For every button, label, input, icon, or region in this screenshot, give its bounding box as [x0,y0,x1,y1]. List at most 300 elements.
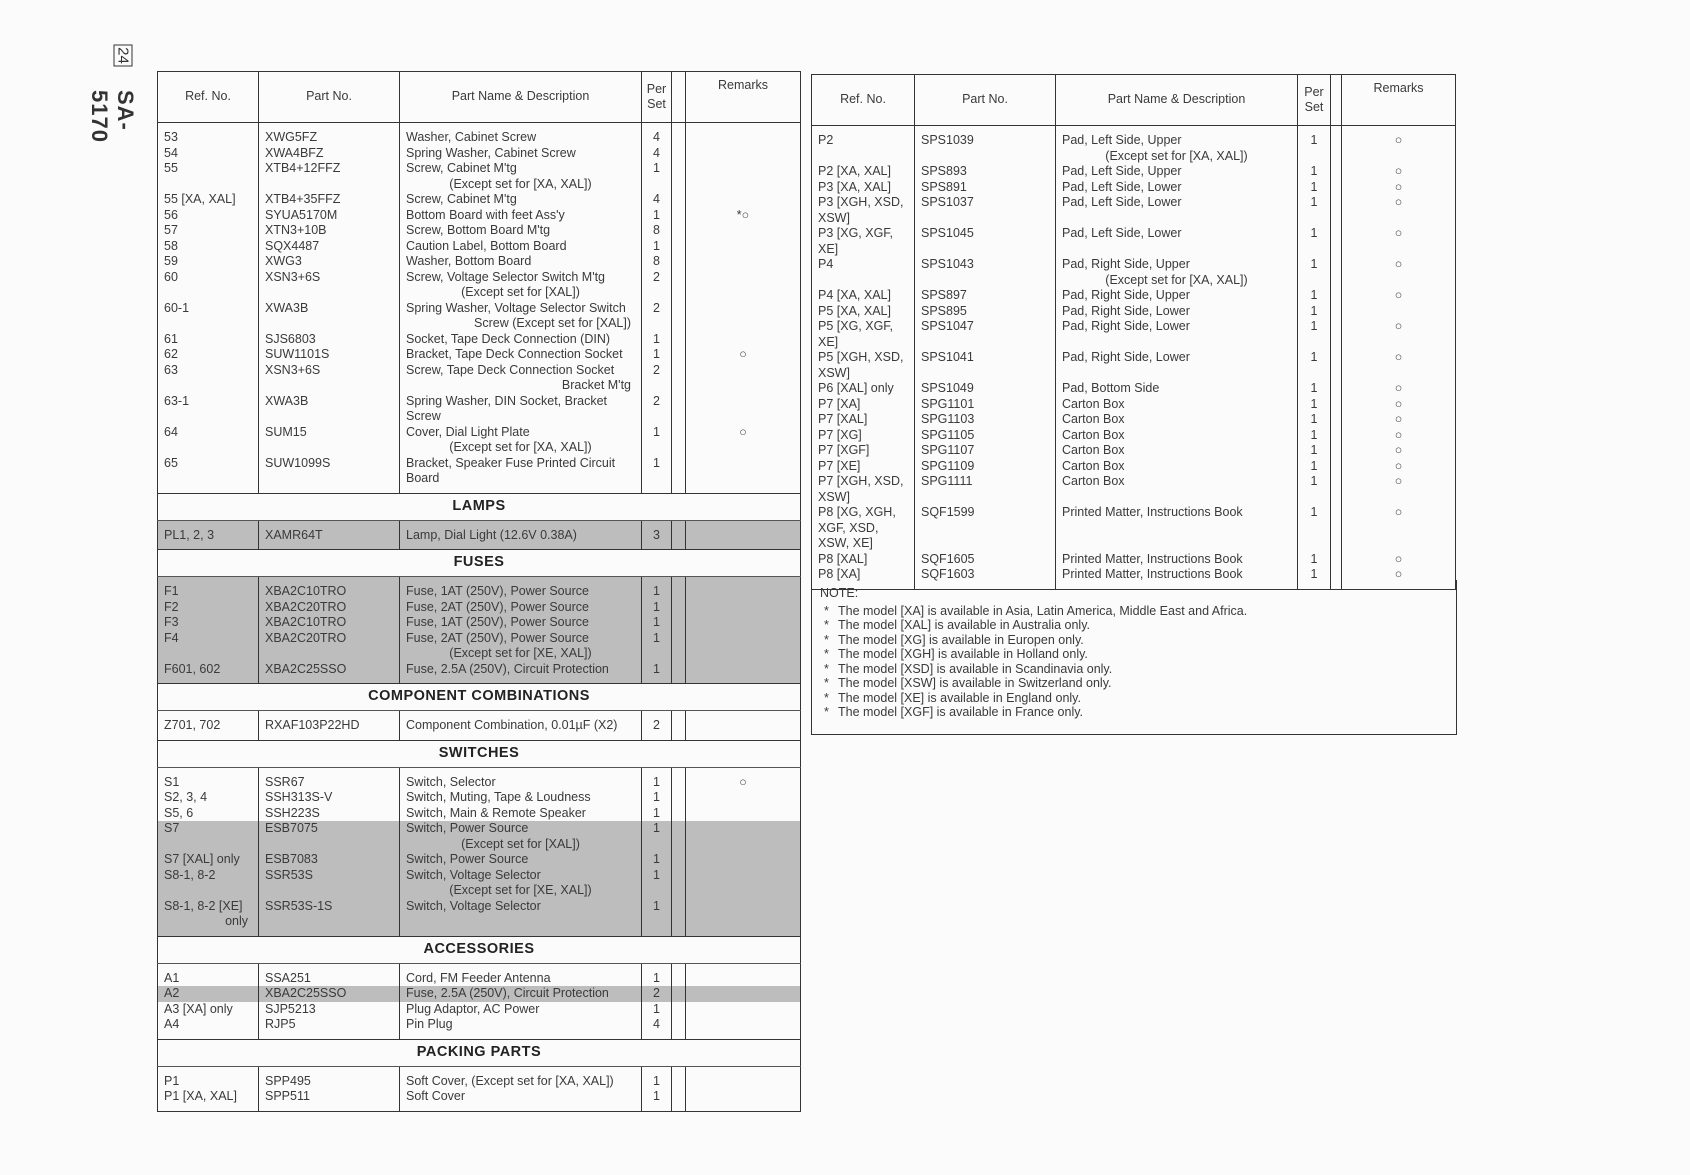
ref-cell: A3 [XA] only [158,1002,259,1018]
ref-cell: P7 [XGF] [812,443,915,459]
remarks-cell [686,600,801,616]
remarks-cell: *○ [736,207,750,222]
spacer-cell [672,332,686,348]
table-row [812,304,1456,320]
table-row [158,378,801,394]
ref-cell: PL1, 2, 3 [158,520,259,550]
spacer-cell [1331,126,1342,149]
spacer-cell [1331,536,1342,552]
desc-continuation: (Except set for [XAL]) [461,836,580,851]
ref-cell: Z701, 702 [158,711,259,741]
spacer-cell [672,123,686,146]
remarks-cell [686,662,801,684]
part-cell: XBA2C25SSO [259,986,400,1002]
table-row [158,223,801,239]
part-cell [259,316,400,332]
spacer-cell [1331,226,1342,242]
remarks-cell: ○ [1394,226,1403,240]
ref-cell: P7 [XAL] [812,412,915,428]
spacer-cell [672,316,686,332]
note-item: * The model [XA] is available in Asia, Latin America, Middle East and Africa. [820,604,1460,619]
part-cell: SPG1109 [915,459,1056,475]
desc-cell: Pad, Right Side, Upper [1056,288,1298,304]
part-cell: SPS897 [915,288,1056,304]
remarks-cell [686,270,801,286]
section-component-combinations [158,684,801,711]
spacer-cell [672,270,686,286]
desc-cell [400,378,642,394]
header-qty: Per Set [1298,75,1331,126]
desc-cell: Switch, Main & Remote Speaker [400,806,642,822]
remarks-cell [686,963,801,986]
part-cell: SSA251 [259,963,400,986]
desc-cell: Pad, Left Side, Upper [1056,164,1298,180]
desc-cell [1056,273,1298,289]
qty-cell: 1 [642,963,672,986]
desc-cell [1056,490,1298,506]
qty-cell [642,316,672,332]
remarks-cell [686,631,801,647]
spacer-cell [1331,180,1342,196]
table-row [158,662,801,684]
part-cell: SJP5213 [259,1002,400,1018]
desc-cell: Switch, Selector [400,767,642,790]
spacer-cell [1331,350,1342,366]
remarks-cell [1342,536,1456,552]
desc-cell [400,177,642,193]
section-title: COMPONENT COMBINATIONS [158,684,801,711]
qty-cell: 1 [1298,474,1331,490]
spacer-cell [672,208,686,224]
ref-cell: P8 [XAL] [812,552,915,568]
desc-cell: Soft Cover [400,1089,642,1111]
desc-cell: Pad, Right Side, Lower [1056,350,1298,366]
part-cell [915,366,1056,382]
spacer-cell [672,837,686,853]
remarks-cell [686,192,801,208]
desc-cell: Washer, Bottom Board [400,254,642,270]
table-row [812,242,1456,258]
ref-cell: XE] [812,335,915,351]
remarks-cell [686,615,801,631]
note-item: * The model [XGF] is available in France only. [820,705,1460,720]
spacer-cell [672,631,686,647]
qty-cell [1298,536,1331,552]
remarks-cell: ○ [739,347,747,361]
desc-cell: Fuse, 2.5A (250V), Circuit Protection [400,986,642,1002]
part-cell: SQF1603 [915,567,1056,589]
remarks-cell [686,363,801,379]
table-row [158,363,801,379]
table-row [812,381,1456,397]
table-row [812,164,1456,180]
remarks-cell: ○ [1394,396,1403,411]
part-cell: SPS1041 [915,350,1056,366]
ref-cell: S8-1, 8-2 [158,868,259,884]
spacer-cell [1331,211,1342,227]
part-cell: SPS1047 [915,319,1056,335]
qty-cell [642,440,672,456]
desc-cell: Switch, Power Source [400,852,642,868]
part-cell: SPG1111 [915,474,1056,490]
qty-cell: 2 [642,711,672,741]
qty-cell: 1 [642,208,672,224]
section-title: SWITCHES [158,740,801,767]
header-part: Part No. [915,75,1056,126]
qty-cell [1298,335,1331,351]
section-title: LAMPS [158,493,801,520]
desc-cell: Caution Label, Bottom Board [400,239,642,255]
remarks-cell [686,899,801,915]
remarks-cell: ○ [1394,133,1403,147]
desc-cell: Pad, Left Side, Upper [1056,126,1298,149]
ref-cell: XSW] [812,211,915,227]
desc-cell [400,316,642,332]
spacer-cell [672,963,686,986]
part-cell [259,285,400,301]
qty-cell: 1 [642,899,672,915]
section-fuses [158,550,801,577]
ref-cell: P1 [158,1066,259,1089]
table-row [158,646,801,662]
spacer-cell [672,223,686,239]
spacer-cell [672,806,686,822]
table-row [812,490,1456,506]
desc-cell [1056,335,1298,351]
part-cell [915,335,1056,351]
remarks-cell [686,883,801,899]
page-number: 24 [114,45,133,67]
qty-cell: 1 [1298,257,1331,273]
table-row [158,161,801,177]
qty-cell [1298,366,1331,382]
qty-cell [1298,149,1331,165]
spacer-cell [672,1017,686,1039]
qty-cell [1298,490,1331,506]
qty-cell: 4 [642,1017,672,1039]
remarks-cell: ○ [1394,288,1403,302]
table-row [158,806,801,822]
ref-cell: P2 [XA, XAL] [812,164,915,180]
ref-cell: F4 [158,631,259,647]
remarks-cell: ○ [1394,458,1403,473]
qty-cell [1298,273,1331,289]
ref-cell: 63 [158,363,259,379]
desc-cell: Switch, Muting, Tape & Loudness [400,790,642,806]
remarks-cell [686,711,801,741]
remarks-cell [1342,366,1456,382]
spacer-cell [1331,459,1342,475]
part-cell [915,521,1056,537]
qty-cell: 1 [642,425,672,441]
ref-cell [812,149,915,165]
spacer-cell [672,646,686,662]
qty-cell [642,378,672,394]
remarks-cell: ○ [1394,164,1403,178]
ref-cell: P7 [XGH, XSD, [812,474,915,490]
header-part: Part No. [259,72,400,123]
table-row [158,301,801,317]
spacer-cell [1331,381,1342,397]
spacer-cell [672,347,686,363]
table-row [158,600,801,616]
desc-cell [1056,149,1298,165]
desc-cell: Pad, Right Side, Upper [1056,257,1298,273]
spacer-cell [1331,552,1342,568]
desc-cell [1056,536,1298,552]
ref-cell: P7 [XE] [812,459,915,475]
qty-cell: 1 [642,821,672,837]
desc-cell: Spring Washer, DIN Socket, Bracket Screw [400,394,642,425]
table-row [812,257,1456,273]
table-row [812,273,1456,289]
remarks-cell [686,301,801,317]
table-row [158,711,801,741]
qty-cell: 1 [642,806,672,822]
ref-cell: P7 [XA] [812,397,915,413]
spacer-cell [1331,443,1342,459]
table-row [812,180,1456,196]
remarks-cell: ○ [1394,257,1403,271]
qty-cell: 4 [642,146,672,162]
desc-cell [1056,242,1298,258]
remarks-cell [686,1017,801,1039]
remarks-cell [686,577,801,600]
spacer-cell [672,301,686,317]
right-header-row [812,75,1456,126]
table-row [812,536,1456,552]
ref-cell: P4 [812,257,915,273]
remarks-cell [686,456,801,494]
table-row [158,868,801,884]
spacer-cell [1331,335,1342,351]
qty-cell: 1 [1298,226,1331,242]
desc-cell: Printed Matter, Instructions Book [1056,552,1298,568]
part-cell: SUW1099S [259,456,400,494]
part-cell: SPG1103 [915,412,1056,428]
header-remarks: Remarks [1342,75,1456,126]
ref-cell: 62 [158,347,259,363]
spacer-cell [1331,366,1342,382]
desc-continuation: (Except set for [XA, XAL]) [1105,272,1248,287]
remarks-cell [686,646,801,662]
ref-cell: F2 [158,600,259,616]
part-cell: XAMR64T [259,520,400,550]
part-cell: RJP5 [259,1017,400,1039]
qty-cell: 1 [1298,180,1331,196]
remarks-cell [686,790,801,806]
ref-cell: S7 [158,821,259,837]
table-row [158,821,801,837]
qty-cell: 2 [642,301,672,317]
spacer-cell [672,821,686,837]
note-item: * The model [XG] is available in Europen only. [820,633,1460,648]
spacer-cell [672,239,686,255]
ref-cell [158,837,259,853]
ref-cell: 56 [158,208,259,224]
qty-cell: 1 [1298,350,1331,366]
left-header-row [158,72,801,123]
ref-cell: S7 [XAL] only [158,852,259,868]
desc-cell: Fuse, 1AT (250V), Power Source [400,615,642,631]
ref-cell: P6 [XAL] only [812,381,915,397]
table-row [812,288,1456,304]
qty-cell: 1 [1298,164,1331,180]
ref-cell [158,177,259,193]
note-item: * The model [XSW] is available in Switzerland only. [820,676,1460,691]
part-cell [915,211,1056,227]
remarks-cell [686,223,801,239]
remarks-cell [686,285,801,301]
remarks-cell: ○ [1394,551,1403,566]
part-cell: SSH223S [259,806,400,822]
ref-cell: P7 [XG] [812,428,915,444]
ref-cell: 61 [158,332,259,348]
spacer-cell [672,662,686,684]
spacer-cell [672,161,686,177]
desc-cell [400,837,642,853]
desc-cell: Fuse, 2.5A (250V), Circuit Protection [400,662,642,684]
ref-cell: 55 [XA, XAL] [158,192,259,208]
desc-cell: Carton Box [1056,443,1298,459]
spacer-cell [672,615,686,631]
qty-cell [1298,242,1331,258]
table-row [158,1066,801,1089]
part-cell: SPS893 [915,164,1056,180]
spacer-cell [1331,242,1342,258]
spacer-cell [672,440,686,456]
remarks-cell: ○ [1394,319,1403,333]
table-row [812,350,1456,366]
table-row [158,316,801,332]
part-cell: SPP495 [259,1066,400,1089]
part-cell: XWA4BFZ [259,146,400,162]
qty-cell: 1 [1298,397,1331,413]
part-cell: XBA2C10TRO [259,577,400,600]
desc-cell: Pad, Left Side, Lower [1056,180,1298,196]
ref-cell: 63-1 [158,394,259,425]
ref-cell [158,316,259,332]
ref-cell: 55 [158,161,259,177]
part-cell: SUW1101S [259,347,400,363]
ref-cell: P5 [XG, XGF, [812,319,915,335]
ref-cell: P8 [XA] [812,567,915,589]
table-row [158,1002,801,1018]
ref-cell: P3 [XA, XAL] [812,180,915,196]
ref-cell: 59 [158,254,259,270]
table-row [812,195,1456,211]
desc-cell: Fuse, 2AT (250V), Power Source [400,600,642,616]
header-desc: Part Name & Description [1056,75,1298,126]
remarks-cell: ○ [1394,567,1403,581]
qty-cell: 4 [642,123,672,146]
ref-cell: F601, 602 [158,662,259,684]
table-row [158,239,801,255]
table-row [158,254,801,270]
ref-continuation: only [225,914,248,928]
qty-cell: 1 [642,852,672,868]
part-cell: SPS1037 [915,195,1056,211]
part-cell: XTB4+35FFZ [259,192,400,208]
desc-cell: Fuse, 2AT (250V), Power Source [400,631,642,647]
desc-cell: Carton Box [1056,459,1298,475]
ref-cell [158,646,259,662]
part-cell: SPS1039 [915,126,1056,149]
table-row [812,397,1456,413]
part-cell [915,490,1056,506]
desc-continuation: (Except set for [XE, XAL]) [449,646,592,660]
ref-cell: 64 [158,425,259,441]
qty-cell [642,883,672,899]
note-title: NOTE: [820,586,859,600]
remarks-cell [686,868,801,884]
table-row [158,986,801,1002]
qty-cell: 1 [642,1089,672,1111]
part-cell: XWG5FZ [259,123,400,146]
qty-cell: 1 [1298,195,1331,211]
remarks-cell: ○ [739,424,747,439]
desc-cell: Pin Plug [400,1017,642,1039]
remarks-cell: ○ [739,774,747,789]
ref-cell: P8 [XG, XGH, [812,505,915,521]
qty-cell: 2 [642,394,672,425]
part-cell: XWA3B [259,301,400,317]
part-cell: XWG3 [259,254,400,270]
spacer-cell [1331,319,1342,335]
part-cell: SQF1599 [915,505,1056,521]
spacer-cell [672,1089,686,1111]
header-desc: Part Name & Description [400,72,642,123]
ref-cell [812,273,915,289]
ref-cell: 58 [158,239,259,255]
qty-cell: 1 [642,868,672,884]
ref-cell: 60 [158,270,259,286]
spacer-cell [1331,490,1342,506]
table-row [812,505,1456,521]
spacer-cell [672,177,686,193]
section-switches [158,740,801,767]
qty-cell: 1 [1298,459,1331,475]
qty-cell: 1 [642,615,672,631]
remarks-cell [686,123,801,146]
ref-cell: A1 [158,963,259,986]
qty-cell: 3 [642,520,672,550]
table-row [158,577,801,600]
spacer-cell [672,285,686,301]
desc-continuation: (Except set for [XA, XAL]) [449,440,592,454]
remarks-cell [686,806,801,822]
qty-cell: 1 [1298,505,1331,521]
spacer-cell [672,520,686,550]
ref-cell: A2 [158,986,259,1002]
remarks-cell [686,852,801,868]
spacer-cell [672,711,686,741]
table-row [812,521,1456,537]
desc-cell: Cord, FM Feeder Antenna [400,963,642,986]
qty-cell: 1 [642,631,672,647]
header-ref: Ref. No. [812,75,915,126]
table-row [158,270,801,286]
desc-cell [400,440,642,456]
desc-cell: Screw, Tape Deck Connection Socket [400,363,642,379]
desc-cell [400,285,642,301]
desc-cell: Soft Cover, (Except set for [XA, XAL]) [400,1066,642,1089]
qty-cell: 1 [1298,428,1331,444]
desc-continuation: (Except set for [XAL]) [461,285,580,299]
desc-cell: Fuse, 1AT (250V), Power Source [400,577,642,600]
part-cell: SYUA5170M [259,208,400,224]
desc-cell: Spring Washer, Voltage Selector Switch [400,301,642,317]
